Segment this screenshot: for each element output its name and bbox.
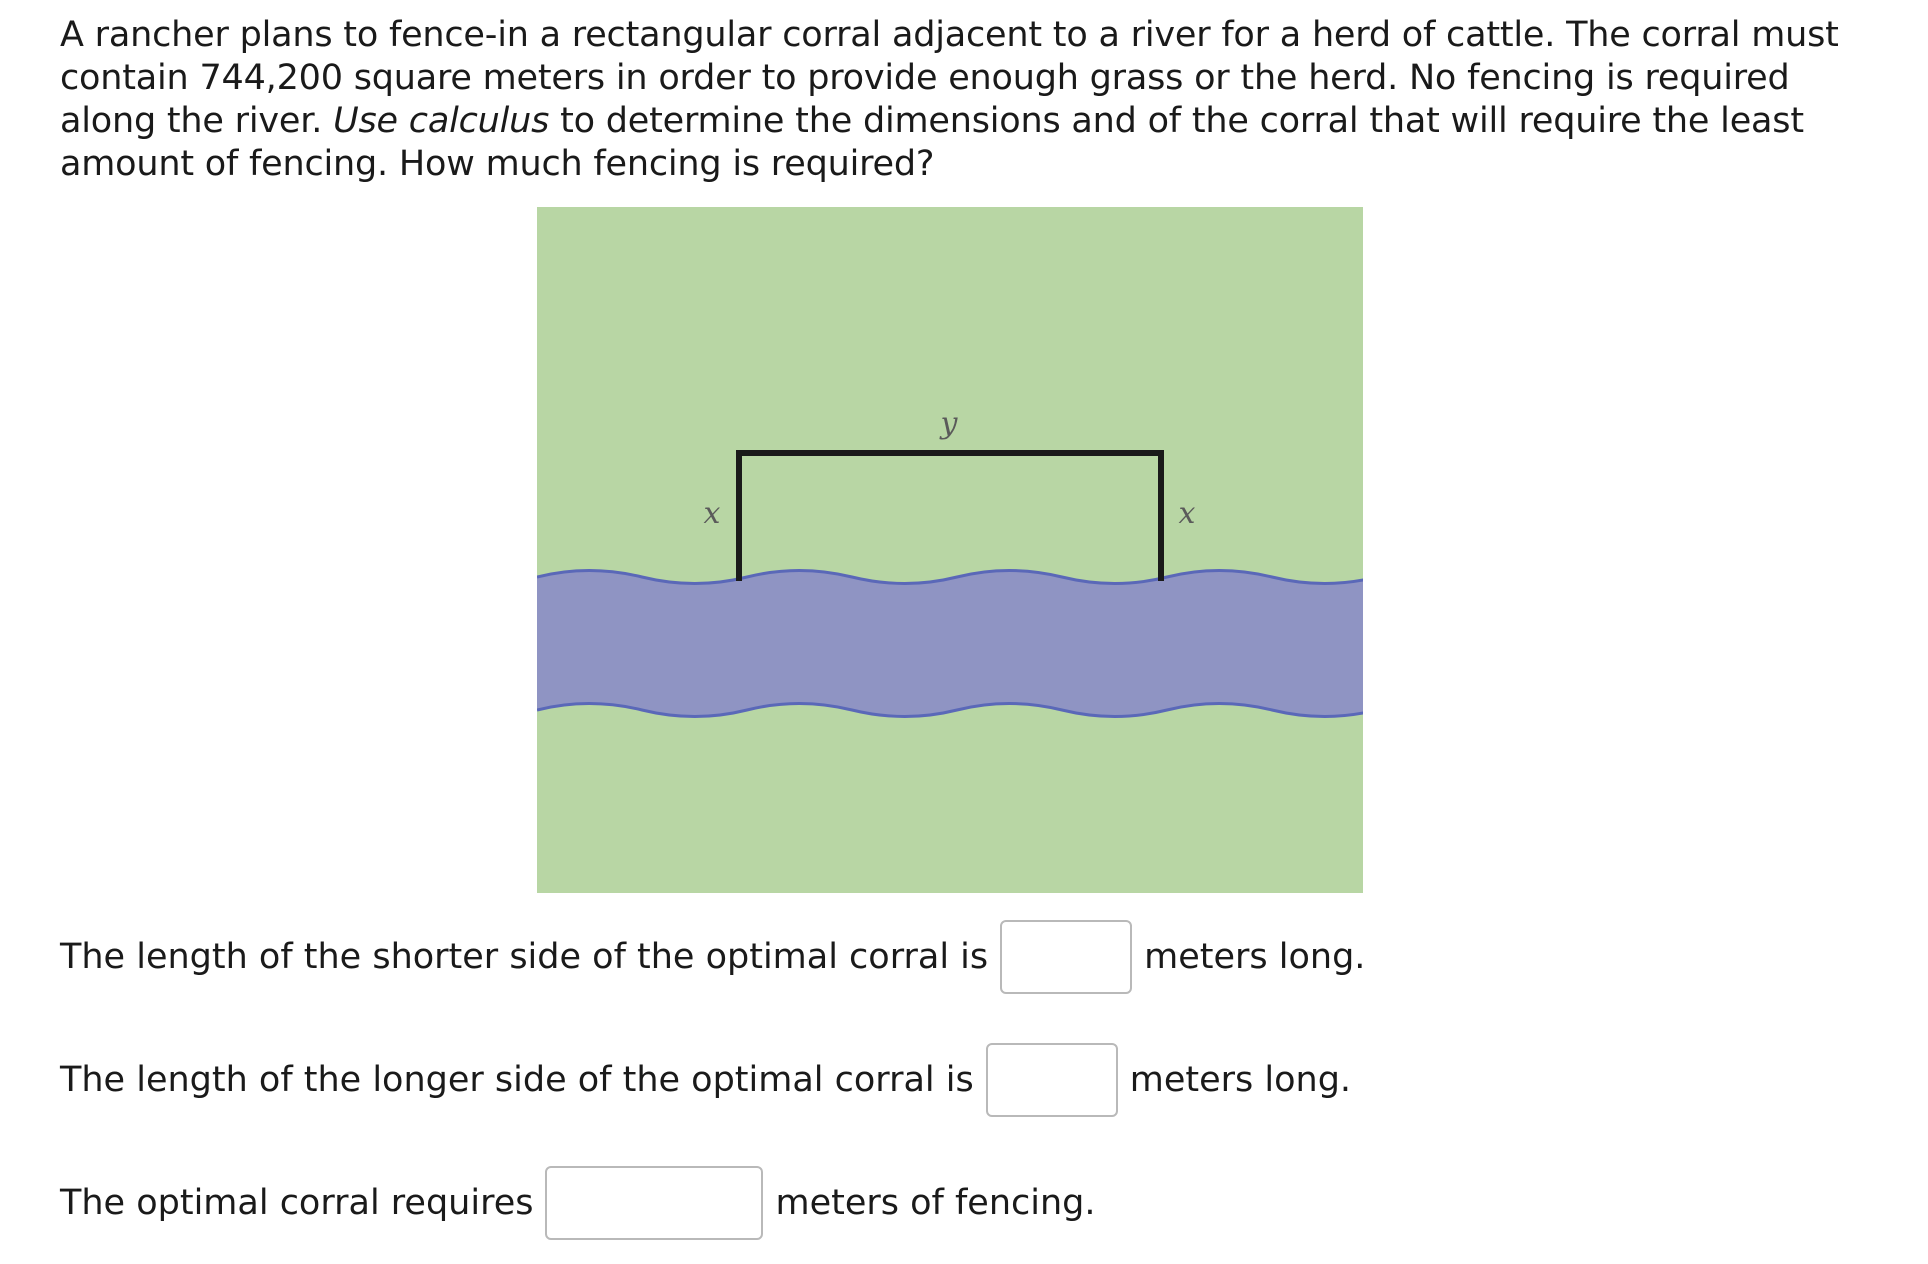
label-top-side: y [940, 406, 958, 441]
shorter-side-prompt: The length of the shorter side of the optimal corral is [60, 937, 989, 977]
river [537, 571, 1363, 717]
label-left-side: x [703, 496, 721, 531]
total-fencing-row [60, 1166, 1096, 1240]
longer-side-row [60, 1043, 1351, 1117]
longer-side-unit: meters long. [1129, 1060, 1352, 1100]
question-outro: to determine the dimensions and of the corral that will require the least amount of fencing. How much fencing is required? [60, 101, 1804, 184]
total-fencing-prompt: The optimal corral requires [60, 1183, 534, 1223]
shorter-side-row [60, 920, 1365, 994]
question-emphasis: Use calculus [333, 101, 550, 141]
label-right-side: x [1178, 496, 1196, 531]
total-fencing-unit: meters of fencing. [775, 1183, 1096, 1223]
corral-diagram [537, 207, 1363, 893]
land-background [537, 207, 1363, 893]
longer-side-input[interactable] [986, 1043, 1118, 1117]
longer-side-prompt: The length of the longer side of the optimal corral is [60, 1060, 974, 1100]
shorter-side-input[interactable] [1000, 920, 1132, 994]
question-intro: A rancher plans to fence-in a rectangular corral adjacent to a river for a herd of cattle. The corral must contain 744,200 square meters in order to provide enough grass or the herd. No fencing is required along the river. [60, 15, 1839, 141]
total-fencing-input[interactable] [545, 1166, 763, 1240]
question-text [60, 14, 1860, 186]
shorter-side-unit: meters long. [1144, 937, 1366, 977]
